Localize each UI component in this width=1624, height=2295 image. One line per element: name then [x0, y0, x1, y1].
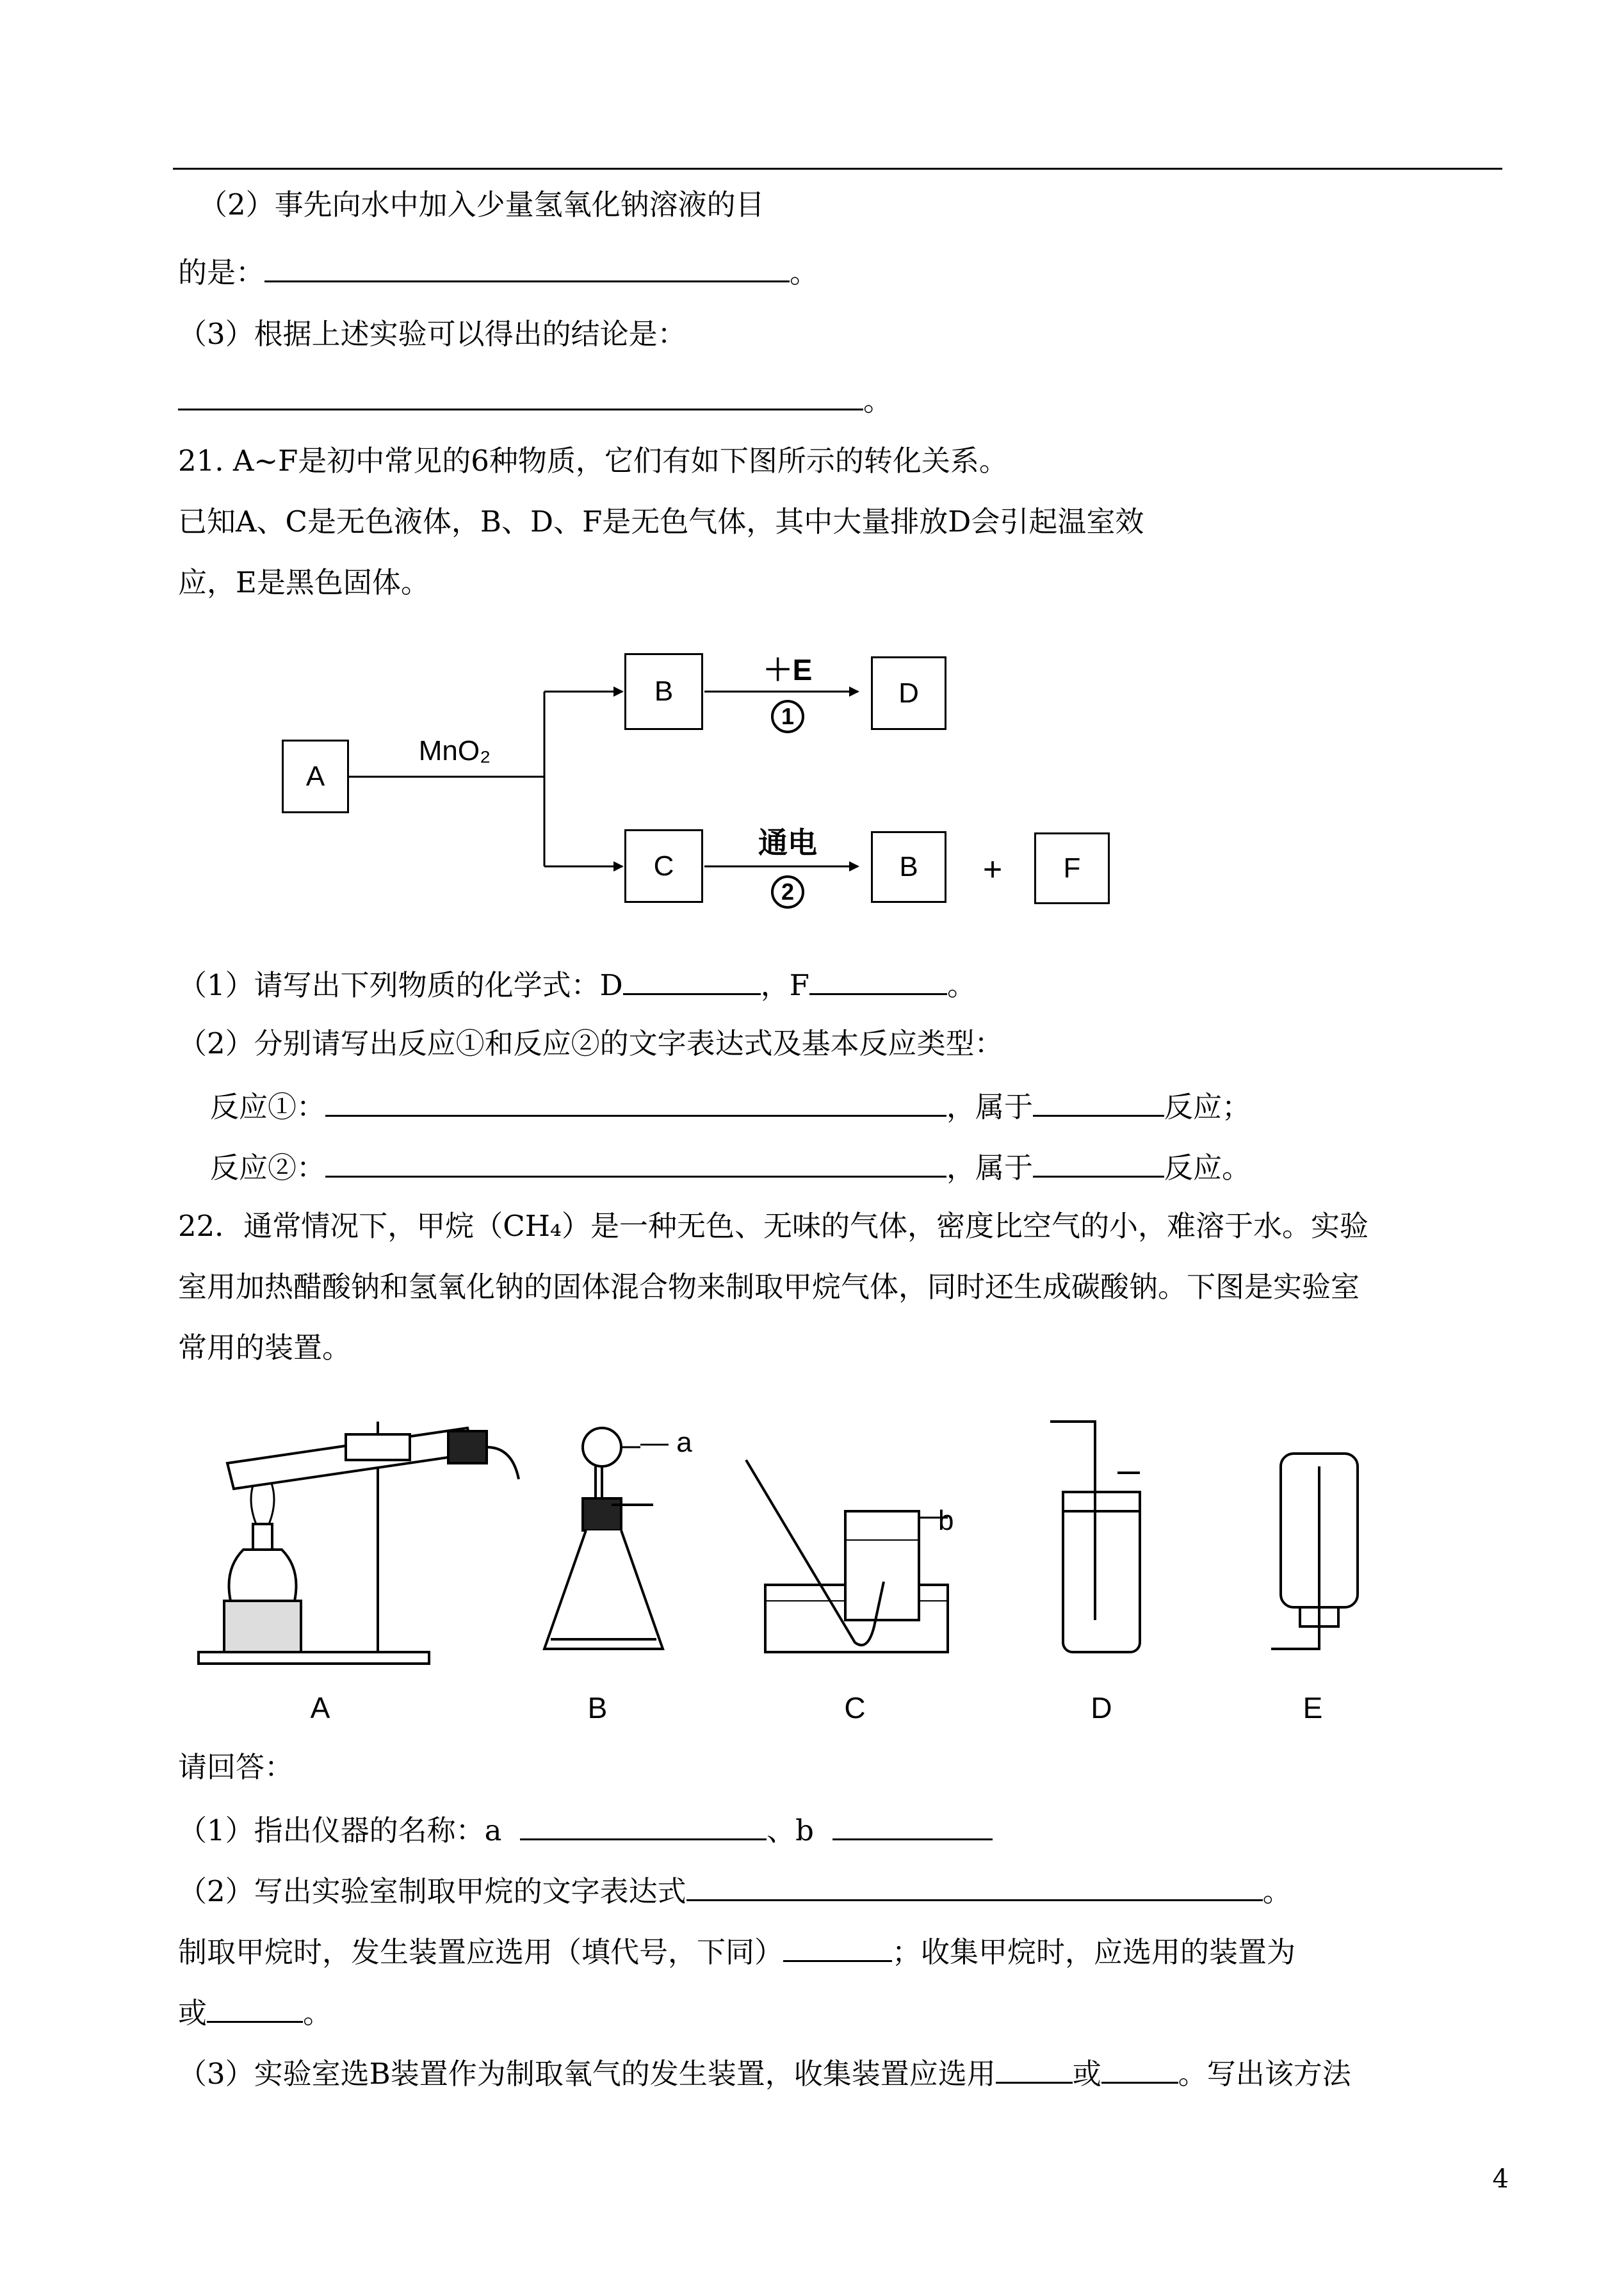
- q21-intro-line2: 已知A、C是无色液体，B、D、F是无色气体，其中大量排放D会引起温室效: [178, 505, 1144, 539]
- answer-blank-D[interactable]: [623, 964, 761, 995]
- q20-part2-line1: （2）事先向水中加入少量氢氧化钠溶液的目: [199, 188, 765, 222]
- q22-sub1-mid: 、b: [767, 1813, 814, 1847]
- reaction-2-number-icon: 2: [771, 875, 804, 909]
- apparatus-C-label: C: [844, 1691, 866, 1724]
- apparatus-E-icon: [1271, 1454, 1358, 1649]
- reaction-1-number-icon: 1: [771, 700, 804, 733]
- box-A: A: [282, 740, 349, 813]
- reaction2-suffix: 反应。: [1164, 1151, 1251, 1185]
- q22-line2: 室用加热醋酸钠和氢氧化钠的固体混合物来制取甲烷气体，同时还生成碳酸钠。下图是实验室: [178, 1270, 1360, 1304]
- reaction2-mid: ，属于: [946, 1151, 1034, 1185]
- box-B-top: B: [624, 653, 703, 730]
- q21-sub1-suffix: 。: [946, 968, 976, 1002]
- page-number: 4: [1492, 2164, 1509, 2194]
- q22-sub1-prefix: （1）指出仪器的名称：a: [178, 1813, 502, 1847]
- q22-sub2c-prefix: 或: [178, 1996, 207, 2030]
- q22-sub1: [178, 1809, 993, 1850]
- q21-reaction1-line: [210, 1085, 1251, 1126]
- label-a-text: a: [676, 1427, 692, 1458]
- q22-sub3-suffix: 。写出该方法: [1178, 2057, 1351, 2091]
- q22-sub2-suffix: 。: [1262, 1874, 1292, 1908]
- q21-intro-line3: 应，E是黑色固体。: [178, 565, 430, 599]
- q20-part3-line1: （3）根据上述实验可以得出的结论是：: [178, 317, 686, 351]
- answer-blank-F[interactable]: [809, 964, 947, 995]
- collector-choice-blank[interactable]: [207, 1991, 303, 2023]
- apparatus-D-icon: [1050, 1422, 1140, 1652]
- reaction1-expression-blank[interactable]: [325, 1085, 946, 1117]
- instrument-label-b: [938, 1505, 954, 1537]
- apparatus-E-label: E: [1303, 1691, 1323, 1724]
- reaction2-expression-blank[interactable]: [325, 1146, 946, 1178]
- q22-sub2: [178, 1870, 1292, 1911]
- q21-reaction2-line: [210, 1146, 1251, 1187]
- reaction1-suffix: 反应；: [1164, 1090, 1251, 1124]
- q20-part2-suffix: 。: [790, 255, 819, 289]
- q22-sub3-prefix: （3）实验室选B装置作为制取氧气的发生装置，收集装置应选用: [178, 2057, 996, 2091]
- q22-sub2c: [178, 1991, 332, 2032]
- q22-sub2-prefix: （2）写出实验室制取甲烷的文字表达式: [178, 1874, 686, 1908]
- generator-choice-blank[interactable]: [783, 1931, 892, 1962]
- label-b-text: b: [938, 1505, 954, 1536]
- q22-line1: 22．通常情况下，甲烷（CH₄）是一种无色、无味的气体，密度比空气的小，难溶于水。实验: [178, 1209, 1368, 1243]
- apparatus-B-icon: [544, 1428, 663, 1649]
- q22-sub2c-suffix: 。: [303, 1996, 332, 2030]
- apparatus-A-label: A: [310, 1691, 330, 1724]
- q21-sub2: （2）分别请写出反应①和反应②的文字表达式及基本反应类型：: [178, 1026, 1003, 1060]
- catalyst-label: MnO₂: [418, 735, 491, 766]
- q22-sub2b: [178, 1931, 1295, 1972]
- oxygen-collector-blank-2[interactable]: [1101, 2052, 1178, 2084]
- q21-sub1-mid: ，F: [760, 968, 809, 1002]
- instrument-b-blank[interactable]: [832, 1809, 993, 1840]
- q22-line3: 常用的装置。: [178, 1331, 352, 1365]
- reaction2-type-blank[interactable]: [1033, 1146, 1164, 1178]
- q22-sub3: [178, 2052, 1351, 2093]
- methane-expression-blank[interactable]: [686, 1870, 1263, 1901]
- q22-sub2b-prefix: 制取甲烷时，发生装置应选用（填代号，下同）: [178, 1935, 784, 1969]
- apparatus-B-label: B: [587, 1691, 608, 1724]
- q21-sub1-prefix: （1）请写出下列物质的化学式：D: [178, 968, 623, 1002]
- diagram-connector-lines: [0, 0, 1624, 961]
- box-D: D: [871, 656, 946, 730]
- reaction1-mid: ，属于: [946, 1090, 1034, 1124]
- plus-sign: +: [982, 851, 1003, 888]
- q22-sub3-mid: 或: [1072, 2057, 1101, 2091]
- q22-ask: 请回答：: [178, 1750, 294, 1784]
- apparatus-D-label: D: [1091, 1691, 1112, 1724]
- apparatus-A-icon: [199, 1422, 519, 1664]
- reaction2-prefix: 反应②：: [210, 1151, 326, 1185]
- box-F: F: [1034, 832, 1110, 904]
- condition-2: 通电: [758, 826, 817, 859]
- reaction1-type-blank[interactable]: [1033, 1085, 1164, 1117]
- q22-sub2b-mid: ；收集甲烷时，应选用的装置为: [892, 1935, 1296, 1969]
- oxygen-collector-blank-1[interactable]: [996, 2052, 1073, 2084]
- apparatus-C-icon: [746, 1460, 948, 1652]
- box-C: C: [624, 829, 703, 903]
- instrument-label-a: — a: [640, 1427, 692, 1458]
- q21-sub1: [178, 964, 976, 1005]
- instrument-a-blank[interactable]: [520, 1809, 767, 1840]
- box-B-bottom: B: [871, 831, 946, 903]
- condition-1: ＋E: [763, 653, 813, 686]
- q20-part2-prefix: 的是：: [178, 255, 265, 289]
- reaction1-prefix: 反应①：: [210, 1090, 326, 1124]
- q20-part3-suffix: 。: [863, 384, 893, 418]
- lab-apparatus-figure: [0, 1396, 1624, 1691]
- q21-intro-line1: 21. A~F是初中常见的6种物质，它们有如下图所示的转化关系。: [178, 444, 1008, 478]
